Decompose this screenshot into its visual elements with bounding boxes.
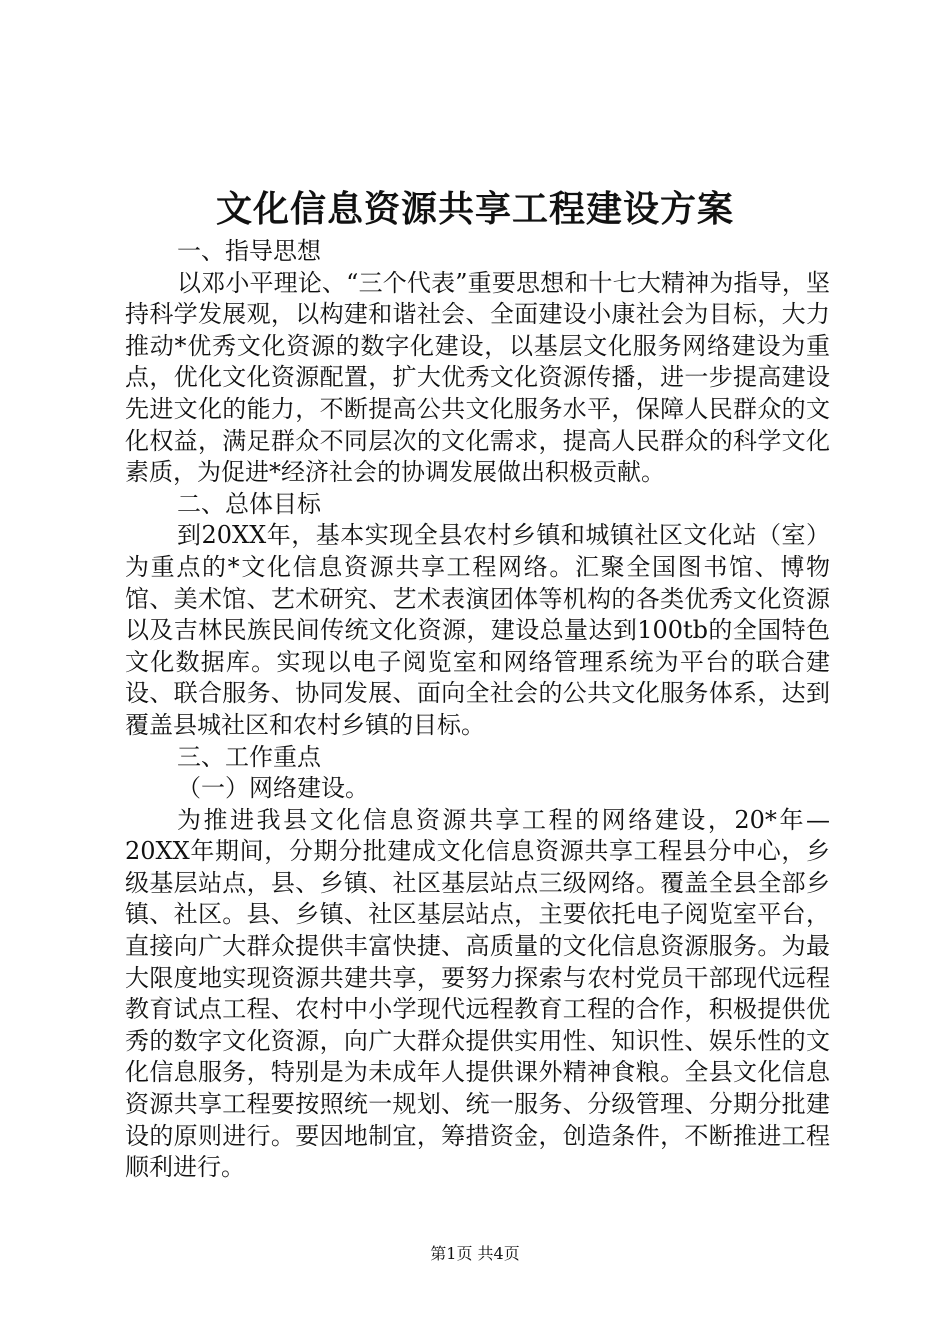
- document-body: [125, 236, 830, 1184]
- paragraph-network-construction: 为推进我县文化信息资源共享工程的网络建设，20*年—20XX年期间，分期分批建成文化信息资源共享工程县分中心，乡级基层站点，县、乡镇、社区基层站点三级网络。覆盖全县全部乡镇、社区。县、乡镇、社区基层站点，主要依托电子阅览室平台，直接向广大群众提供丰富快捷、高质量的文化信息资源服务。为最大限度地实现资源共建共享，要努力探索与农村党员干部现代远程教育试点工程、农村中小学现代远程教育工程的合作，积极提供优秀的数字文化资源，向广大群众提供实用性、知识性、娱乐性的文化信息服务，特别是为未成年人提供课外精神食粮。全县文化信息资源共享工程要按照统一规划、统一服务、分级管理、分期分批建设的原则进行。要因地制宜，筹措资金，创造条件，不断推进工程顺利进行。: [125, 805, 830, 1182]
- document-title: 文化信息资源共享工程建设方案: [215, 188, 734, 230]
- page-number-footer: 第1页 共4页: [430, 1244, 520, 1263]
- paragraph-overall-goal: 到20XX年，基本实现全县农村乡镇和城镇社区文化站（室）为重点的*文化信息资源共享工程网络。汇聚全国图书馆、博物馆、美术馆、艺术研究、艺术表演团体等机构的各类优秀文化资源以及吉林民族民间传统文化资源，建设总量达到100tb的全国特色文化数据库。实现以电子阅览室和网络管理系统为平台的联合建设、联合服务、协同发展、面向全社会的公共文化服务体系，达到覆盖县城社区和农村乡镇的目标。: [125, 521, 830, 739]
- section-heading-work-focus: 三、工作重点: [177, 742, 321, 771]
- section-heading-overall-goal: 二、总体目标: [177, 489, 321, 518]
- paragraph-guiding-ideology: 以邓小平理论、“三个代表”重要思想和十七大精神为指导，坚持科学发展观，以构建和谐社会、全面建设小康社会为目标，大力推动*优秀文化资源的数字化建设，以基层文化服务网络建设为重点，优化文化资源配置，扩大优秀文化资源传播，进一步提高建设先进文化的能力，不断提高公共文化服务水平，保障人民群众的文化权益，满足群众不同层次的文化需求，提高人民群众的科学文化素质，为促进*经济社会的协调发展做出积极贡献。: [125, 268, 830, 487]
- section-heading-guiding-ideology: 一、指导思想: [177, 237, 321, 265]
- subheading-network-construction: （一）网络建设。: [177, 774, 369, 803]
